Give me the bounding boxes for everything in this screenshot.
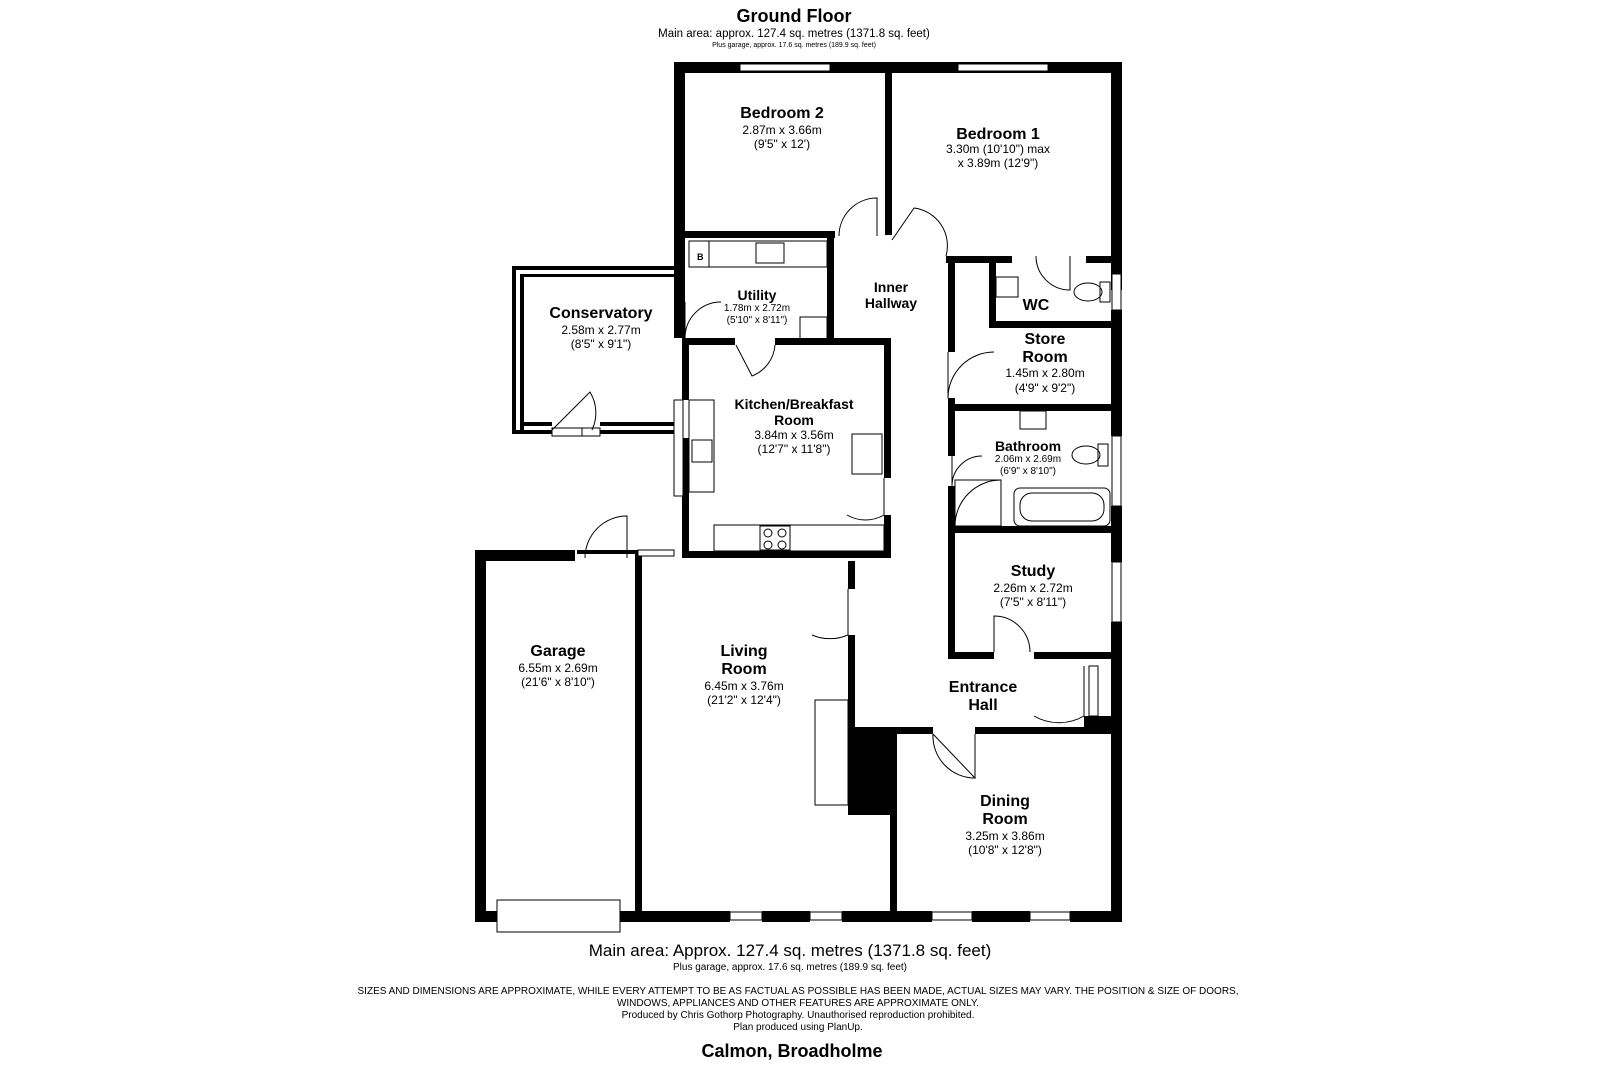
room-dim-imperial: (9'5" x 12') [753,137,811,151]
software-line: Plan produced using PlanUp. [733,1022,863,1033]
room-name-line1: Dining [980,793,1030,810]
room-name: Garage [530,643,586,660]
room-name-line2: Room [1022,349,1068,366]
credit-line: Produced by Chris Gothorp Photography. Unauthorised reproduction prohibited. [621,1010,975,1021]
floor-title: Ground Floor [736,6,852,26]
room-name-line1: Store [1024,331,1066,348]
room-dim-imperial: (4'9" x 9'2") [1014,381,1076,395]
room-dim-imperial: (12'7" x 11'8") [757,442,831,456]
room-name-line1: Kitchen/Breakfast [734,396,854,412]
room-name: Study [1010,563,1056,580]
room-name-line2: Room [982,811,1028,828]
room-dim-metric: 6.55m x 2.69m [518,661,598,675]
room-dim-metric: 1.78m x 2.72m [723,303,791,314]
room-dim-metric: 3.30m (10'10") max [946,142,1050,156]
room-dim-metric: 3.84m x 3.56m [754,428,834,442]
room-name: Utility [737,287,777,303]
garage-note-header: Plus garage, approx. 17.6 sq. metres (189.9 sq. feet) [712,42,876,49]
room-name-line1: Living [720,643,768,660]
room-dim-metric: 3.25m x 3.86m [965,829,1045,843]
property-name: Calmon, Broadholme [701,1041,883,1061]
room-dim-imperial: (5'10" x 8'11") [726,315,788,326]
room-name-line2: Hall [968,697,998,714]
room-dim-imperial: (6'9" x 8'10") [1000,466,1056,477]
room-dim-imperial: (21'6" x 8'10") [521,675,595,689]
room-dim-metric: 2.87m x 3.66m [742,123,822,137]
room-name: Bedroom 1 [956,126,1040,143]
boiler-label: B [697,252,704,262]
room-name-line2: Room [774,412,814,428]
room-name-line2: Hallway [864,295,918,311]
room-name-line2: Room [721,661,767,678]
room-dim-imperial: (10'8" x 12'8") [968,843,1042,857]
garage-note-footer: Plus garage, approx. 17.6 sq. metres (189.9 sq. feet) [672,962,908,973]
room-dim-imperial: (21'2" x 12'4") [707,693,781,707]
room-name: WC [1022,297,1050,314]
labels [697,252,704,262]
room-name: Bedroom 2 [740,105,824,122]
room-dim-metric: 2.06m x 2.69m [994,454,1062,465]
room-dim-imperial: (7'5" x 8'11") [999,595,1067,609]
room-name-line1: Entrance [948,679,1018,696]
main-area-footer: Main area: Approx. 127.4 sq. metres (1371.8 sq. feet) [588,941,992,960]
room-dim-metric: 2.58m x 2.77m [561,323,641,337]
main-area-header: Main area: approx. 127.4 sq. metres (1371.8 sq. feet) [658,28,930,40]
room-dim-metric: 2.26m x 2.72m [993,581,1073,595]
disclaimer-line1: SIZES AND DIMENSIONS ARE APPROXIMATE, WHILE EVERY ATTEMPT TO BE AS FACTUAL AS POSSIBLE HAS BEEN MADE, ACTUAL SIZES MAY VARY. THE POSITION & SIZE OF DOORS, [357,986,1239,997]
room-name: Conservatory [549,305,653,322]
room-dim-imperial: (8'5" x 9'1") [570,337,632,351]
room-dim-metric: 1.45m x 2.80m [1005,366,1085,380]
room-dim-imperial: x 3.89m (12'9") [957,156,1039,170]
room-dim-metric: 6.45m x 3.76m [704,679,784,693]
disclaimer-line2: WINDOWS, APPLIANCES AND OTHER FEATURES ARE APPROXIMATE ONLY. [616,998,980,1009]
room-name: Bathroom [994,438,1062,454]
room-name-line1: Inner [873,279,909,295]
